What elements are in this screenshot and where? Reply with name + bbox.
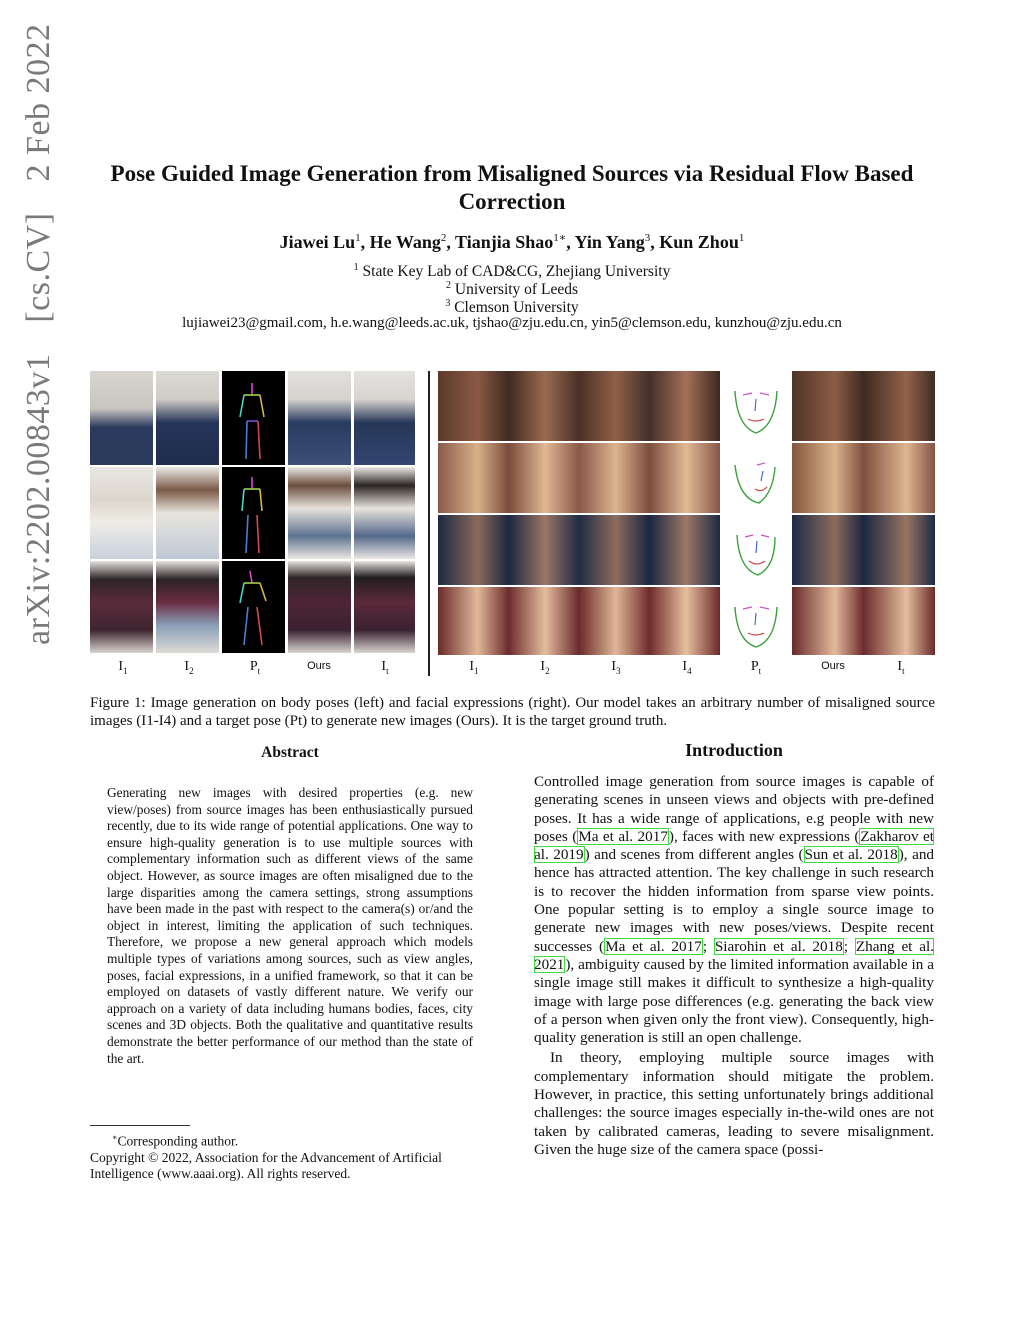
photo-face-row2-ours-target [792,443,935,513]
figure-label: $I_t$ [381,659,389,676]
photo-body-ours-2 [288,467,351,559]
author-list: Jiawei Lu$^1$, He Wang$^2$, Tianjia Shao$^{1∗}$, Yin Yang$^3$, Kun Zhou$^1$ [279,232,745,252]
face-landmark-sketch [725,587,787,655]
photo-body-source-1 [90,371,153,465]
pose-map-face-1 [725,371,787,441]
citation-link[interactable]: Ma et al. 2017 [578,827,668,845]
author-sup: 3 [644,232,651,244]
author-sup: 1 [738,232,745,244]
citation-link[interactable]: Siarohin et al. 2018 [714,937,843,955]
affiliation-sup: 2 [446,280,451,291]
arxiv-date: 2 Feb 2022 [20,23,57,182]
photo-face-row2 [438,443,720,513]
photo-body-target-3 [354,561,415,653]
figure-label: $I_1$ [118,659,128,676]
photo-body-source-4 [156,467,219,559]
citation-link[interactable]: Ma et al. 2017 [605,937,702,955]
photo-face-row3-ours-target [792,515,935,585]
figure-divider [428,371,430,676]
intro-paragraph-1: Controlled image generation from source images is capable of generating scenes in unseen views and objects with pre-defined poses. It has a wide range of applications, e.g people with new poses (Ma et al. 2017), faces with new expressions (Zakharov et al. 2019) and scenes from different angles (Sun et al. 2018), and hence has attracted attention. The key challenge in such research is to recover the hidden information from sparse view points. One popular setting is to employ a single source image to generate new images with new poses/views. Despite recent successes (Ma et al. 2017; Siarohin et al. 2018; Zhang et al. 2021), ambiguity caused by the limited information available in a single image still makes it difficult to synthesize a high-quality image with large pose differences (e.g. generating the back view of a person when given only the front view). Consequently, high-quality generation is still an open challenge. [534,773,935,1047]
photo-body-target-1 [354,371,415,465]
figure-label: $I_4$ [682,659,692,676]
figure-label: $P_t$ [750,659,762,676]
figure-label: $I_2$ [184,659,194,676]
citation-link[interactable]: Zhang et al. 2021 [534,937,934,973]
face-landmark-sketch [725,515,787,585]
author-emails: lujiawei23@gmail.com, h.e.wang@leeds.ac.uk, tjshao@zju.edu.cn, yin5@clemson.edu, kunzhou@zju.edu.cn [182,315,842,331]
figure-caption: Figure 1: Image generation on body poses (left) and facial expressions (right). Our model takes an arbitrary number of misaligned source images (I1-I4) and a target pose (Pt) to generate new images (Ours). It is the target ground truth. [90,695,935,729]
photo-body-source-2 [156,371,219,465]
introduction-heading: Introduction [685,740,783,760]
photo-face-row1-ours-target [792,371,935,441]
face-landmark-sketch [725,443,787,513]
figure-label: $P_t$ [249,659,261,676]
photo-body-ours-1 [288,371,351,465]
figure-1 [90,371,935,676]
affiliation-text: State Key Lab of CAD&CG, Zhejiang University [362,263,671,281]
title-line-2: Correction [458,189,566,214]
footnote [90,1130,490,1182]
abstract-heading: Abstract [261,744,319,761]
citation-link[interactable]: Sun et al. 2018 [804,846,898,864]
pose-skeleton [222,371,285,465]
affiliation-text: Clemson University [454,299,579,317]
photo-body-target-2 [354,467,415,559]
pose-map-face-4 [725,587,787,655]
photo-face-row4 [438,587,720,655]
copyright-note: Copyright © 2022, Association for the Advancement of Artificial Intelligence (www.aaai.org). All rights reserved. [90,1149,442,1181]
photo-body-source-5 [90,561,153,653]
author-name: Kun Zhou [659,232,739,252]
affiliation-sup: 3 [445,298,451,309]
photo-face-row4-ours-target [792,587,935,655]
pose-skeleton [222,467,285,559]
figure-label: $I_t$ [897,659,905,676]
arxiv-stamp [20,5,64,645]
photo-body-source-6 [156,561,219,653]
pose-map-2 [222,467,285,559]
arxiv-id: arXiv:2202.00843v1 [20,353,57,645]
arxiv-category: [cs.CV] [20,212,57,323]
pose-skeleton [222,561,285,653]
pose-map-face-3 [725,515,787,585]
intro-paragraph-2: In theory, employing multiple source images with complementary information should mitigate the problem. However, in practice, this setting unfortunately brings additional challenges: the source images especially in-the-wild ones are not taken by calibrated cameras, leading to severe misalignment. Given the huge size of the camera space (possi- [534,1049,934,1158]
footnote-rule [90,1125,190,1126]
author-name: He Wang [369,232,441,252]
author-sup: 1 [355,232,361,244]
author-name: Tianjia Shao [455,232,554,252]
author-sup: 2 [440,232,447,244]
affiliation-sup: 1 [353,262,359,273]
figure-label: $I_3$ [611,659,621,676]
face-landmark-sketch [725,371,787,441]
author-sup: 1∗ [553,232,567,244]
photo-face-row1 [438,371,720,441]
pose-map-face-2 [725,443,787,513]
pose-map-1 [222,371,285,465]
author-name: Yin Yang [574,232,645,252]
photo-body-source-3 [90,467,153,559]
photo-face-row3 [438,515,720,585]
photo-body-ours-3 [288,561,351,653]
figure-label: Ours [821,660,845,672]
abstract-body: Generating new images with desired properties (e.g. new view/poses) from source images has been enthusiastically pursued recently, due to its wide range of potential applications. One way to ensure high-quality generation is to use multiple sources with complementary information such as different views of the same object. However, as source images are often misaligned due to the large disparities among the camera settings, strong assumptions have been made in the past with respect to the camera(s) or/and the object in interest, limiting the application of such techniques. Therefore, we propose a new general approach which models multiple types of variations among sources, such as view angles, poses, facial expressions, in a unified framework, so that it can be employed on datasets of vastly different nature. We verify our approach on a variety of data including humans bodies, faces, city scenes and 3D objects. Both the qualitative and quantitative results demonstrate the better performance of our method than the state of the art. [107,785,473,1066]
figure-label: $I_1$ [469,659,479,676]
figure-label: $I_2$ [540,659,550,676]
pose-map-3 [222,561,285,653]
author-name: Jiawei Lu [279,232,356,252]
affiliation-text: University of Leeds [454,281,578,299]
affiliation-3 [70,295,954,317]
figure-label: Ours [307,660,331,672]
paper-title [70,160,954,216]
citation-link[interactable]: Zakharov et al. 2019 [534,827,934,864]
introduction-body [534,773,934,1159]
corresponding-note: ∗Corresponding author. [112,1133,239,1149]
title-line-1: Pose Guided Image Generation from Misaligned Sources via Residual Flow Based [110,161,914,186]
